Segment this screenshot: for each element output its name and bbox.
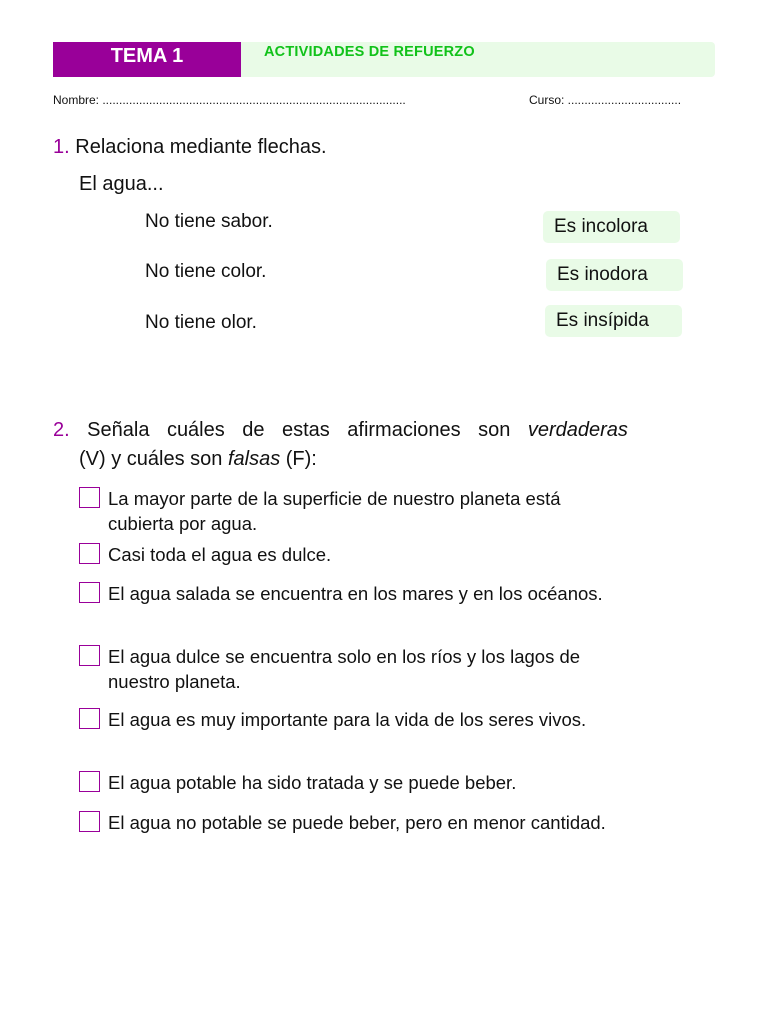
answer-checkbox[interactable] [79, 543, 100, 564]
property-item[interactable]: No tiene color. [145, 261, 267, 282]
statement-text: La mayor parte de la superficie de nuestro planeta está cubierta por agua. [108, 488, 561, 534]
question-1-title: Relaciona mediante flechas. [75, 136, 327, 158]
answer-checkbox[interactable] [79, 708, 100, 729]
question-2-number: 2. [53, 419, 70, 441]
question-1-number: 1. [53, 136, 70, 158]
topic-label-text: TEMA 1 [110, 45, 184, 67]
title-word-verdaderas: verdaderas [527, 419, 628, 441]
answer-checkbox[interactable] [79, 645, 100, 666]
title-text: (V) y cuáles son [79, 448, 228, 470]
answer-checkbox[interactable] [79, 582, 100, 603]
statement-text: El agua salada se encuentra en los mares y en los océanos. [108, 583, 603, 604]
question-2-heading [53, 416, 628, 474]
answer-checkbox[interactable] [79, 771, 100, 792]
answer-box-insipida[interactable]: Es insípida [545, 305, 682, 337]
title-word: cuáles [166, 419, 225, 441]
topic-label [53, 42, 241, 77]
answer-checkbox[interactable] [79, 487, 100, 508]
name-field[interactable]: Nombre: ........................................................................................... [53, 93, 406, 107]
title-word: de [242, 419, 265, 441]
question-2-title-line-1 [53, 416, 628, 445]
answer-box-incolora[interactable]: Es incolora [543, 211, 680, 243]
statement-text: El agua dulce se encuentra solo en los ríos y los lagos de nuestro planeta. [108, 646, 581, 692]
question-1-subtitle: El agua... [79, 173, 164, 195]
statement-text: El agua es muy importante para la vida de los seres vivos. [108, 709, 587, 730]
statement-text: Casi toda el agua es dulce. [108, 544, 332, 565]
answer-checkbox[interactable] [79, 811, 100, 832]
property-item[interactable]: No tiene olor. [145, 312, 257, 333]
answer-box-inodora[interactable]: Es inodora [546, 259, 683, 291]
title-word: afirmaciones [347, 419, 461, 441]
statement-text: El agua potable ha sido tratada y se puede beber. [108, 772, 517, 793]
statement-text: El agua no potable se puede beber, pero en menor cantidad. [108, 812, 606, 833]
title-word: Señala [87, 419, 150, 441]
question-2-title-line-2 [53, 445, 628, 474]
course-field[interactable]: Curso: .................................. [529, 93, 682, 107]
property-item[interactable]: No tiene sabor. [145, 211, 273, 232]
title-word: son [478, 419, 511, 441]
activity-type-title: ACTIVIDADES DE REFUERZO [264, 44, 475, 60]
question-1-heading [53, 136, 327, 159]
title-text: (F): [280, 448, 317, 470]
title-word-falsas: falsas [227, 448, 281, 470]
title-word: estas [281, 419, 330, 441]
